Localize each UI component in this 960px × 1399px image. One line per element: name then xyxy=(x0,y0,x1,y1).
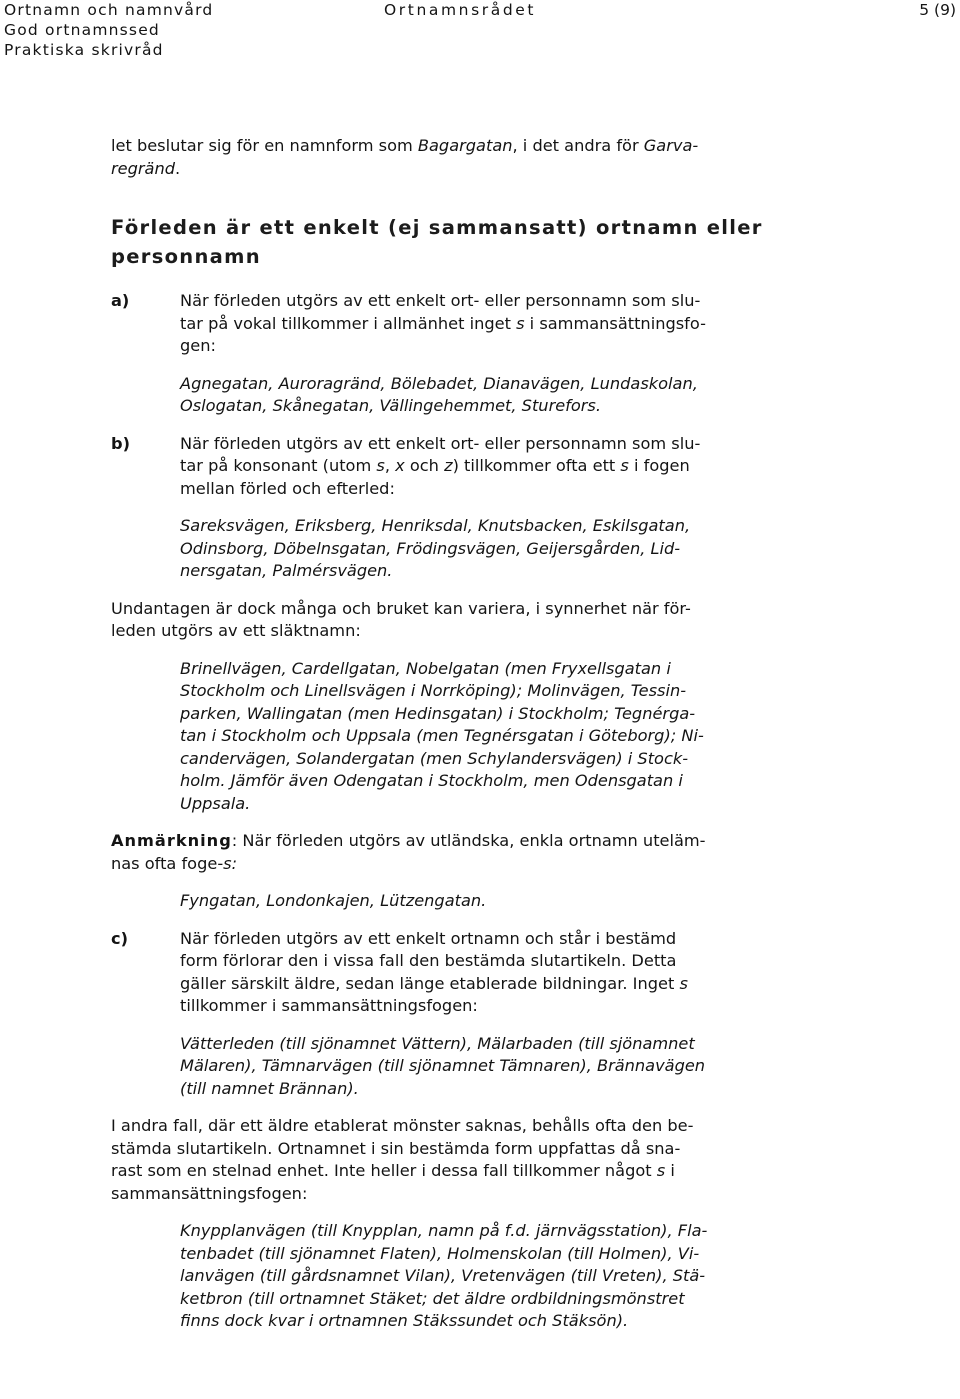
list-item-c xyxy=(111,928,817,1101)
example-line: (till namnet Brännan). xyxy=(180,1078,359,1098)
example-line: Brinellvägen, Cardellgatan, Nobelgatan (men Fryxellsgatan i xyxy=(180,658,671,678)
example-name: regränd xyxy=(111,158,175,178)
heading-line: Förleden är ett enkelt (ej sammansatt) ortnamn eller xyxy=(111,216,763,239)
example-line: Stockholm och Linellsvägen i Norrköping); Molinvägen, Tessin- xyxy=(180,681,687,700)
text-run: , xyxy=(384,456,396,475)
examples xyxy=(180,373,817,418)
text-run: och xyxy=(404,456,445,475)
text-run: x xyxy=(395,456,405,475)
text-run: s xyxy=(516,313,525,333)
example-line: parken, Wallingatan (men Hedinsgatan) i Stockholm; Tegnérga- xyxy=(180,703,696,723)
document-header-center: Ortnamnsrådet xyxy=(384,1,537,19)
example-line: Vätterleden (till sjönamnet Vättern), Mälarbaden (till sjönamnet xyxy=(180,1033,695,1053)
example-name: Bagargatan xyxy=(417,136,513,155)
text-run: z xyxy=(444,456,453,475)
example-line: Mälaren), Tämnarvägen (till sjönamnet Tämnaren), Brännavägen xyxy=(180,1056,706,1075)
item-label: b) xyxy=(111,433,130,453)
text-run: tar på vokal tillkommer i allmänhet inget xyxy=(180,313,517,333)
note-label: Anmärkning xyxy=(111,831,232,850)
examples xyxy=(111,1220,817,1333)
header-line: Ortnamn och namnvård xyxy=(4,1,214,19)
example-line: candervägen, Solandergatan (men Schylandersvägen) i Stock- xyxy=(180,748,689,768)
text-run: i sammansättningsfo- xyxy=(524,313,706,333)
example-line: lanvägen (till gårdsnamnet Vilan), Vretenvägen (till Vreten), Stä- xyxy=(180,1266,706,1285)
text-run: : När förleden utgörs av utländska, enkla ortnamn uteläm- xyxy=(231,831,706,850)
example-line: Oslogatan, Skånegatan, Vällingehemmet, Sturefors. xyxy=(180,396,602,415)
document-body xyxy=(111,135,817,1333)
examples xyxy=(180,515,817,583)
example-line: Fyngatan, Londonkajen, Lützengatan. xyxy=(180,891,487,910)
text-run: s xyxy=(679,973,688,993)
text-run: s xyxy=(656,1161,666,1180)
item-label: c) xyxy=(111,928,128,948)
text-run: nas ofta foge- xyxy=(111,853,224,873)
list-item-a xyxy=(111,290,817,418)
example-line: Sareksvägen, Eriksberg, Henriksdal, Knutsbacken, Eskilsgatan, xyxy=(180,516,691,535)
text-run: tillkommer i sammansättningsfogen: xyxy=(180,996,478,1015)
examples xyxy=(111,658,817,816)
text-run: s xyxy=(376,456,385,475)
text-run: gäller särskilt äldre, sedan länge etablerade bildningar. Inget xyxy=(180,973,680,993)
example-line: tenbadet (till sjönamnet Flaten), Holmenskolan (till Holmen), Vi- xyxy=(180,1243,700,1263)
example-name: Garva- xyxy=(643,136,699,155)
text-run: När förleden utgörs av ett enkelt ort- eller personnamn som slu- xyxy=(180,291,701,310)
text-run: i fogen xyxy=(628,456,690,475)
text-run: let beslutar sig för en namnform som xyxy=(111,136,418,155)
page-number: 5 (9) xyxy=(919,1,956,19)
examples xyxy=(180,1033,817,1101)
text-run: gen: xyxy=(180,336,216,355)
text-run: stämda slutartikeln. Ortnamnet i sin bestämda form uppfattas då sna- xyxy=(111,1138,681,1158)
intro-paragraph xyxy=(111,135,817,180)
text-run: När förleden utgörs av ett enkelt ortnamn och står i bestämd xyxy=(180,928,677,948)
example-line: holm. Jämför även Odengatan i Stockholm, men Odensgatan i xyxy=(180,771,683,790)
text-run: mellan förled och efterled: xyxy=(180,478,395,498)
text-run: s: xyxy=(223,853,238,873)
example-line: finns dock kvar i ortnamnen Stäkssundet och Stäksön). xyxy=(180,1311,629,1330)
header-line: God ortnamnssed xyxy=(4,21,160,39)
text-run: , i det andra för xyxy=(512,136,644,155)
example-line: Odinsborg, Döbelnsgatan, Frödingsvägen, Geijersgården, Lid- xyxy=(180,538,681,558)
text-run: . xyxy=(175,158,181,178)
examples xyxy=(111,890,817,913)
text-run: s xyxy=(620,456,629,475)
example-line: tan i Stockholm och Uppsala (men Tegnérsgatan i Göteborg); Ni- xyxy=(180,726,704,745)
text-run: När förleden utgörs av ett enkelt ort- eller personnamn som slu- xyxy=(180,433,701,453)
text-run: ) tillkommer ofta ett xyxy=(452,456,621,475)
text-run: i xyxy=(665,1161,675,1180)
example-line: Knypplanvägen (till Knypplan, namn på f.d. järnvägsstation), Fla- xyxy=(180,1221,708,1240)
section-heading xyxy=(111,213,817,271)
text-run: rast som en stelnad enhet. Inte heller i dessa fall tillkommer något xyxy=(111,1161,657,1180)
text-run: Undantagen är dock många och bruket kan variera, i synnerhet när för- xyxy=(111,598,691,618)
item-text xyxy=(180,290,817,358)
text-run: leden utgörs av ett släktnamn: xyxy=(111,621,361,640)
exceptions-paragraph xyxy=(111,598,817,643)
example-line: nersgatan, Palmérsvägen. xyxy=(180,561,393,580)
text-run: sammansättningsfogen: xyxy=(111,1183,308,1203)
text-run: form förlorar den i vissa fall den bestämda slutartikeln. Detta xyxy=(180,951,677,970)
other-paragraph xyxy=(111,1115,817,1205)
example-line: Uppsala. xyxy=(180,793,251,813)
example-line: ketbron (till ortnamnet Stäket; det äldre ordbildningsmönstret xyxy=(180,1288,685,1308)
text-run: I andra fall, där ett äldre etablerat mönster saknas, behålls ofta den be- xyxy=(111,1116,694,1135)
item-label: a) xyxy=(111,291,130,310)
note-paragraph xyxy=(111,830,817,875)
example-line: Agnegatan, Auroragränd, Bölebadet, Dianavägen, Lundaskolan, xyxy=(180,373,698,393)
heading-line: personnamn xyxy=(111,245,261,268)
list-item-b xyxy=(111,433,817,583)
document-header-left xyxy=(4,0,213,60)
item-text xyxy=(180,433,817,501)
header-line: Praktiska skrivråd xyxy=(4,41,164,59)
text-run: tar på konsonant (utom xyxy=(180,456,377,475)
item-text xyxy=(180,928,817,1018)
